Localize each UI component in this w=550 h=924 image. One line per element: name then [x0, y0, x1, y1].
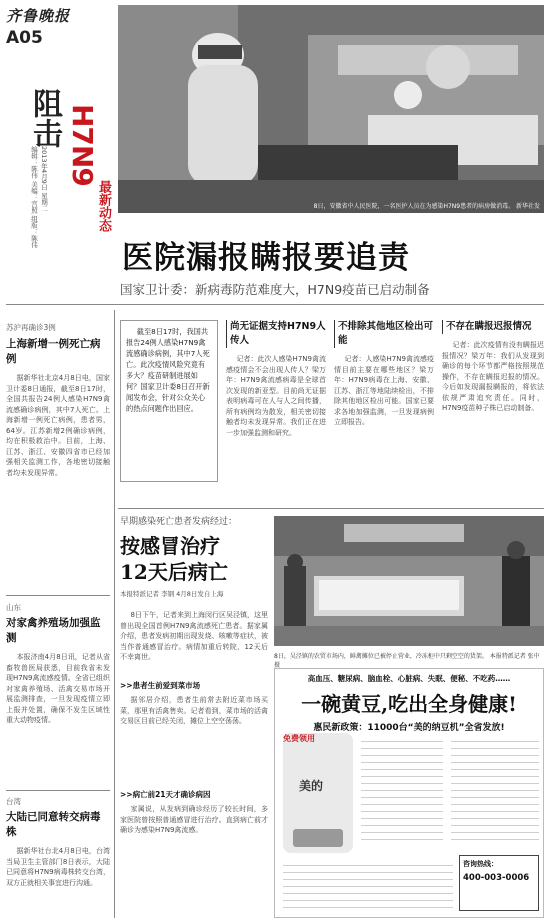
ad-small-headline: 高血压、糖尿病、脑血栓、心脏病、失眠、便秘、不吃药…… — [307, 674, 511, 683]
left-news-1-headline: 上海新增一例死亡病例 — [6, 338, 101, 365]
masthead — [6, 5, 114, 57]
h7n9-title: H7N9 — [66, 104, 99, 186]
col2-headline: 不排除其他地区检出可能 — [334, 320, 434, 348]
second-body: 8日下午，记者来到上海闵行区吴泾镇，这里曾出现全国首例H7N9禽流感死亡患者。据家属介绍，患者发病初期出现发烧、咳嗽等症状，被当作普通感冒治疗。病情加重后转院，12天后不幸离世。 — [120, 611, 268, 661]
left-news-3-kicker: 台湾 — [6, 797, 21, 806]
second-title-2: 12天后病亡 — [120, 560, 228, 584]
second-sub1-body: 据邻居介绍，患者生前常去附近菜市场买菜，那里有活禽售卖。记者看到，菜市场的活禽交易区目前已经关闭，摊位上空空荡荡。 — [120, 696, 268, 725]
ad-headline: 一碗黄豆,吃出全身健康! — [301, 692, 517, 716]
section-title-vertical: 阻击 — [27, 88, 62, 148]
left-news-3-body: 据新华社台北4月8日电，台湾当局卫生主管部门8日表示，大陆已同意将H7N9病毒株转交台湾，双方正就相关事宜进行沟通。 — [6, 847, 110, 887]
lead-text: 截至8日17时，我国共报告24例人感染H7N9禽流感确诊病例，其中7人死亡。此次疫情风险究竟有多大？疫苗研制进展如何？国家卫计委8日召开新闻发布会，针对公众关心的热点问题作出回应。 — [126, 327, 210, 413]
second-story — [120, 514, 268, 924]
page-number: A05 — [6, 28, 43, 48]
ad-product-base — [293, 829, 343, 847]
market-photo — [274, 516, 544, 646]
lead-box — [120, 320, 218, 482]
col2-body: 记者：人感染H7N9禽流感疫情目前主要在哪些地区？梁万年：H7N9病毒在上海、安徽、江苏、浙江等地陆续检出，不排除其他地区检出可能。国家已要求各地加强监测，一旦发现病例立即报告。 — [334, 355, 434, 426]
section-date: 2013年4月9日 星期二 — [40, 146, 48, 212]
ad-hotline-number: 400-003-0006 — [463, 873, 530, 883]
story-col-1 — [226, 320, 326, 504]
col1-headline: 尚无证据支持H7N9人传人 — [226, 320, 326, 348]
section-subtitle: 最新动态 — [96, 180, 111, 232]
ad-hotline-label: 咨询热线： — [463, 860, 498, 868]
left-news-1 — [6, 322, 110, 573]
section-meta: 编辑：陈伟 美编：宫照 组版：陈伟 — [30, 146, 38, 248]
left-news-2-headline: 对家禽养殖场加强监测 — [6, 617, 101, 644]
second-title-1: 按感冒治疗 — [120, 534, 220, 558]
left-news-3 — [6, 796, 110, 924]
ad-product-name: 美的 — [299, 779, 324, 793]
ad-text-3 — [283, 859, 453, 909]
main-subtitle: 国家卫计委：新病毒防范难度大，H7N9疫苗已启动制备 — [120, 282, 430, 297]
left-news-2 — [6, 602, 110, 792]
ad-hotline-box — [459, 855, 539, 911]
left-news-2-kicker: 山东 — [6, 603, 21, 612]
second-sub1: >>患者生前爱到菜市场 — [120, 681, 201, 690]
ad-text-1 — [361, 735, 443, 845]
story-col-2 — [334, 320, 434, 504]
ad-subheadline: 惠民新政策：11000台“美的纳豆机”全省发放! — [313, 723, 505, 733]
left-news-2-body: 本报济南4月8日讯，记者从省畜牧兽医局获悉，目前我省未发现H7N9禽流感疫情。全省已组织对家禽养殖场、活禽交易市场开展监测排查，一旦发现疫情立即上报并处置，确保不发生区域性重大动物疫情。 — [6, 653, 110, 724]
paper-name: 齐鲁晚报 — [6, 7, 71, 25]
hospital-photo — [118, 5, 544, 213]
second-byline: 本报特派记者 李钢 4月8日发自上海 — [120, 590, 224, 598]
market-photo-caption: 8日，吴泾镇的农贸市场内，鲜禽摊位已被停止营业，冷冻柜中只剩空空的货架。 本报特派记者 张中 摄 — [274, 653, 540, 669]
main-headline — [122, 232, 542, 277]
section-banner — [22, 60, 118, 248]
col3-body: 记者：此次疫情有没有瞒报迟报情况？梁万年：我们从发现到确诊的每个环节都严格按照规范操作，不存在瞒报迟报的情况。今后如发现漏报瞒报的，将依法依规严肃追究责任。同时，H7N9疫苗种子株已启动制备。 — [442, 341, 544, 412]
ad-text-2 — [451, 735, 539, 845]
left-news-1-body: 据新华社北京4月8日电，国家卫计委8日通报，截至8日17时，全国共报告24例人感染H7N9禽流感确诊病例，其中7人死亡。上海新增一例死亡病例，患者男，64岁。江苏新增2例确诊病例，均在积极救治中。目前，上海、江苏、浙江、安徽四省市已经加强相关监测工作，各地密切接触者均未发现异常。 — [6, 374, 110, 477]
col3-headline: 不存在瞒报迟报情况 — [442, 320, 544, 334]
hospital-photo-caption: 8日，安徽省中人民医院，一名医护人员在为感染H7N9患者的病房做消毒。 新华社发 — [313, 203, 540, 210]
second-sub2-body: 家属说，从发病到确诊经历了较长时间，多家医院曾按照普通感冒进行治疗。直到病亡前才确诊为感染H7N9禽流感。 — [120, 805, 268, 834]
hospital-photo-image — [118, 5, 544, 213]
ad-block — [274, 668, 544, 918]
main-title: 医院漏报瞒报要追责 — [122, 240, 410, 276]
second-sub2: >>病亡前21天才确诊病因 — [120, 790, 211, 799]
ad-badge: 免费领用 — [283, 734, 315, 743]
col1-body: 记者：此次人感染H7N9禽流感疫情会不会出现人传人？梁万年：H7N9禽流感病毒是全球首次发现的新亚型。目前尚无证据表明病毒可在人与人之间传播，所有病例均为散发，相关密切接触者均未发现异常。我们正在进一步加强监测和研究。 — [226, 355, 326, 437]
left-news-3-headline: 大陆已同意转交病毒株 — [6, 811, 101, 838]
story-col-3 — [442, 320, 544, 490]
market-photo-image — [274, 516, 544, 646]
ad-product — [283, 733, 353, 853]
second-kicker: 早期感染死亡患者发病经过： — [120, 517, 238, 527]
left-news-1-kicker: 苏沪再确诊3例 — [6, 323, 56, 332]
